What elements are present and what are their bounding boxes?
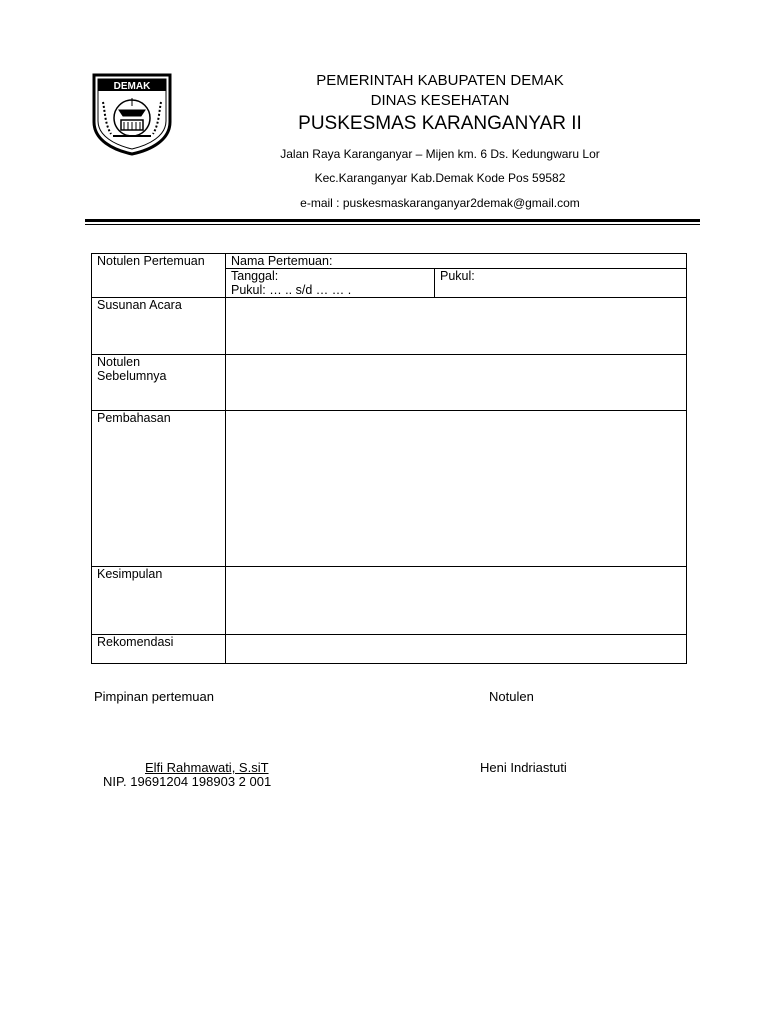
time-label: Pukul: xyxy=(440,269,475,283)
conclusion-label-cell xyxy=(92,567,226,635)
notulen-label: Notulen Pertemuan xyxy=(97,254,205,268)
header-address: Jalan Raya Karanganyar – Mijen km. 6 Ds. Kedungwaru Lor xyxy=(280,147,600,161)
demak-logo xyxy=(91,72,173,156)
previous-notes-label: Notulen Sebelumnya xyxy=(97,355,167,383)
conclusion-field[interactable] xyxy=(226,567,687,635)
notulen-form xyxy=(91,253,687,664)
discussion-label: Pembahasan xyxy=(97,411,171,425)
meeting-name-field[interactable] xyxy=(226,254,687,269)
conclusion-label: Kesimpulan xyxy=(97,567,163,581)
time-range-label: Pukul: … .. s/d … … . xyxy=(231,283,352,297)
time-field[interactable] xyxy=(435,269,687,298)
header-postal: Kec.Karanganyar Kab.Demak Kode Pos 59582 xyxy=(314,171,566,185)
agenda-label: Susunan Acara xyxy=(97,298,182,312)
note-taker-title: Notulen xyxy=(489,689,534,704)
note-taker-name: Heni Indriastuti xyxy=(480,760,567,775)
date-time-field[interactable] xyxy=(226,269,435,298)
meeting-leader-nip: NIP. 19691204 198903 2 001 xyxy=(103,774,272,789)
header-puskesmas: PUSKESMAS KARANGANYAR II xyxy=(298,113,582,134)
recommendation-field[interactable] xyxy=(226,635,687,664)
previous-notes-field[interactable] xyxy=(226,355,687,411)
recommendation-label: Rekomendasi xyxy=(97,635,174,649)
header-government: PEMERINTAH KABUPATEN DEMAK xyxy=(316,72,564,89)
meeting-leader-title: Pimpinan pertemuan xyxy=(94,689,214,704)
notulen-label-cell xyxy=(92,254,226,298)
meeting-leader-name: Elfi Rahmawati, S.siT xyxy=(145,760,269,775)
recommendation-label-cell xyxy=(92,635,226,664)
date-label: Tanggal: xyxy=(231,269,279,283)
discussion-label-cell xyxy=(92,411,226,567)
header-rule-thin xyxy=(85,224,700,225)
logo-text: DEMAK xyxy=(113,81,151,92)
agenda-field[interactable] xyxy=(226,298,687,355)
previous-notes-label-cell xyxy=(92,355,226,411)
header-email: e-mail : puskesmaskaranganyar2demak@gmail.com xyxy=(300,196,580,210)
header-department: DINAS KESEHATAN xyxy=(370,92,510,109)
discussion-field[interactable] xyxy=(226,411,687,567)
meeting-name-label: Nama Pertemuan: xyxy=(231,254,333,268)
agenda-label-cell xyxy=(92,298,226,355)
header-rule-thick xyxy=(85,219,700,222)
